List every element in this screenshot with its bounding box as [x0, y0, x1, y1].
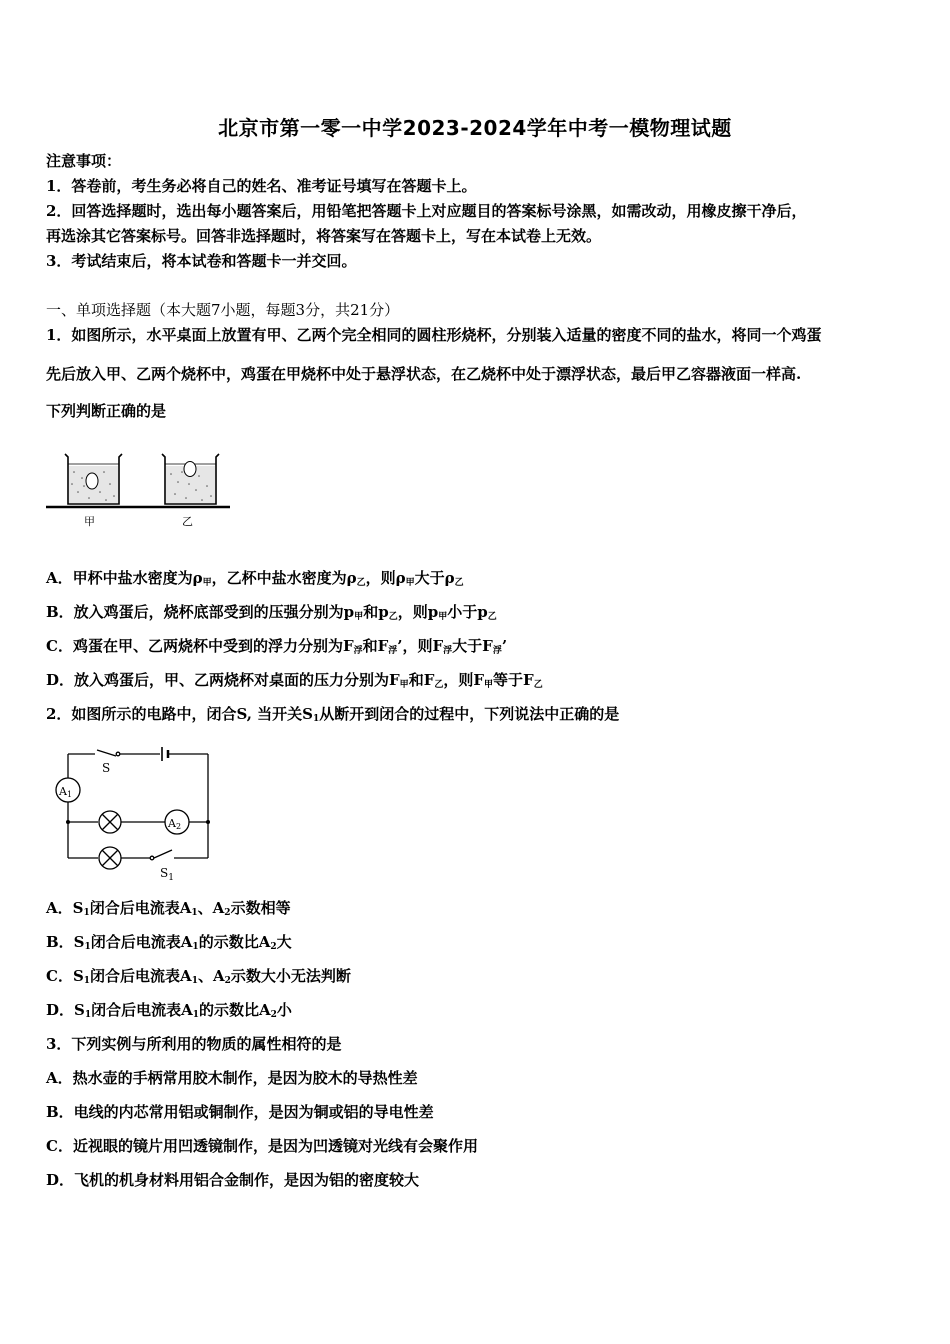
notice-item-1: 1．答卷前，考生务必将自己的姓名、准考证号填写在答题卡上。 — [46, 177, 477, 195]
q1-stem-line-3: 下列判断正确的是 — [46, 402, 167, 420]
egg-jia — [86, 473, 98, 489]
q3-option-b: B．电线的内芯常用铝或铜制作，是因为铜或铝的导电性差 — [46, 1103, 434, 1121]
junction-left — [66, 820, 70, 824]
label-a2: A2 — [168, 817, 182, 831]
page-title: 北京市第一零一中学2023-2024学年中考一模物理试题 — [218, 116, 732, 140]
label-a1: A1 — [59, 785, 73, 799]
q3-option-a: A．热水壶的手柄常用胶木制作，是因为胶木的导热性差 — [46, 1069, 418, 1087]
label-s: S — [102, 761, 111, 775]
beaker-jia — [65, 454, 122, 504]
section-heading: 一、单项选择题（本大题7小题，每题3分，共21分） — [46, 301, 400, 319]
q2-option-d: D．$S_1$闭合后电流表$A_1$的示数比$A_2$小 — [46, 1001, 292, 1020]
q3-option-c: C．近视眼的镜片用凹透镜制作，是因为凹透镜对光线有会聚作用 — [46, 1137, 478, 1155]
q2-option-c: C．$S_1$闭合后电流表$A_1$、$A_2$示数大小无法判断 — [46, 967, 351, 986]
q1-option-c: C．鸡蛋在甲、乙两烧杯中受到的浮力分别为$F_浮$和$F_浮$’，则$F_浮$大于$F_浮$’ — [46, 637, 508, 656]
notice-item-2-cont: 再选涂其它答案标号。回答非选择题时，将答案写在答题卡上，写在本试卷上无效。 — [46, 227, 602, 245]
switch-s-blade — [97, 750, 116, 756]
q1-option-a: A．甲杯中盐水密度为$\rho_甲$，乙杯中盐水密度为$\rho_乙$，则$\rho_甲$大于$\rho_乙$ — [46, 569, 464, 588]
beaker-label-jia: 甲 — [84, 515, 95, 528]
beaker-label-yi: 乙 — [182, 515, 193, 528]
egg-yi — [184, 462, 196, 477]
notice-item-3: 3．考试结束后，将本试卷和答题卡一并交回。 — [46, 252, 357, 270]
q1-option-b: B．放入鸡蛋后，烧杯底部受到的压强分别为$p_甲$和$p_乙$，则$p_甲$小于$p_乙$ — [46, 603, 497, 622]
notice-heading: 注意事项： — [46, 152, 122, 170]
circuit-figure — [50, 740, 220, 885]
label-s1: $S_1$ — [160, 866, 174, 883]
beaker-yi — [162, 454, 219, 504]
notice-item-2: 2．回答选择题时，选出每小题答案后，用铅笔把答题卡上对应题目的答案标号涂黑，如需改动，用橡皮擦干净后， — [46, 202, 807, 220]
q3-option-d: D．飞机的机身材料用铝合金制作，是因为铝的密度较大 — [46, 1171, 420, 1189]
q2-stem: 2．如图所示的电路中，闭合S, 当开关$S_1$从断开到闭合的过程中，下列说法中正确的是 — [46, 705, 620, 724]
junction-right — [206, 820, 210, 824]
q2-option-b: B．$S_1$闭合后电流表$A_1$的示数比$A_2$大 — [46, 933, 292, 952]
q2-option-a: A．$S_1$闭合后电流表$A_1$、$A_2$示数相等 — [46, 899, 291, 918]
switch-s1-blade — [154, 850, 172, 858]
q1-option-d: D．放入鸡蛋后，甲、乙两烧杯对桌面的压力分别为$F_甲$和$F_乙$，则$F_甲$等于$F_乙$ — [46, 671, 543, 690]
q1-stem-line-2: 先后放入甲、乙两个烧杯中，鸡蛋在甲烧杯中处于悬浮状态，在乙烧杯中处于漂浮状态，最后甲乙容器液面一样高. — [46, 365, 802, 383]
q3-stem: 3．下列实例与所利用的物质的属性相符的是 — [46, 1035, 342, 1053]
q1-stem-line-1: 1．如图所示，水平桌面上放置有甲、乙两个完全相同的圆柱形烧杯，分别装入适量的密度不同的盐水，将同一个鸡蛋 — [46, 326, 822, 344]
beakers-figure — [44, 448, 234, 530]
